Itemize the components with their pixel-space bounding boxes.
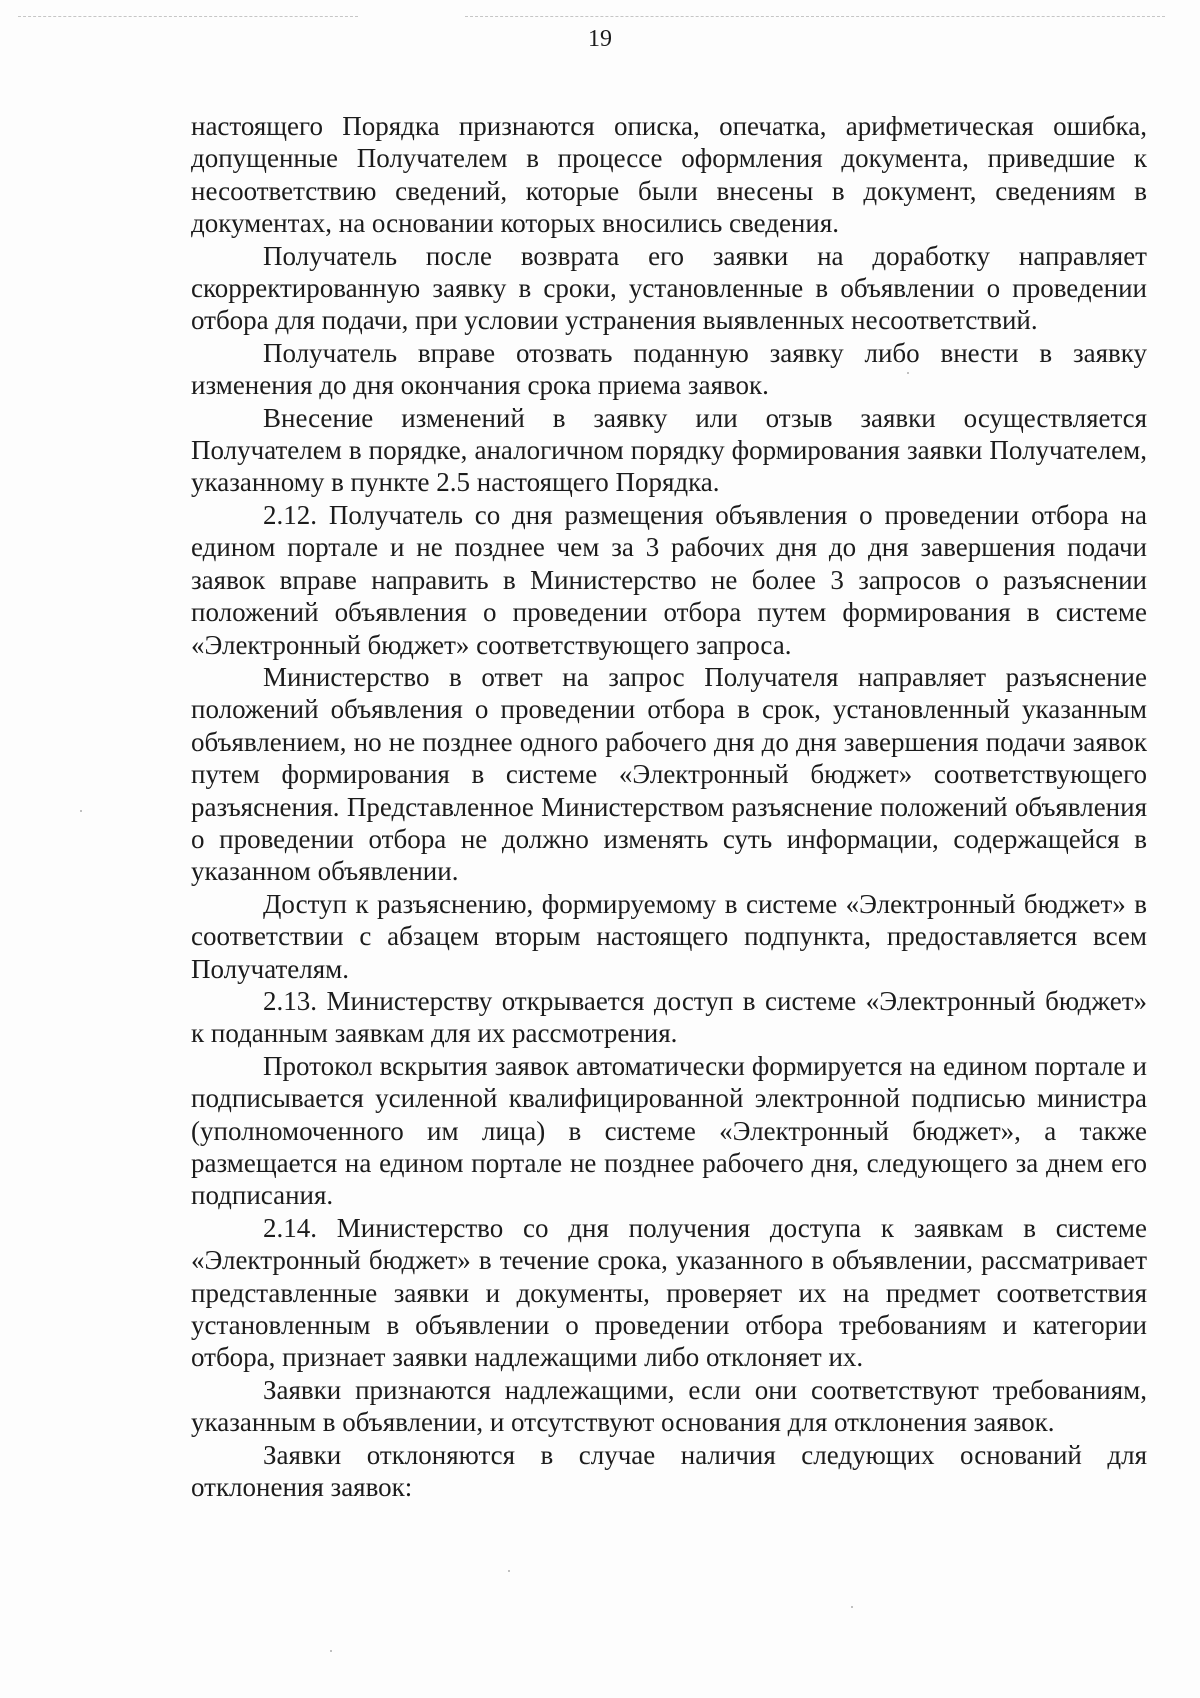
paragraph-section-2-13: 2.13. Министерству открывается доступ в системе «Электронный бюджет» к поданным заявкам для их рассмотрения. (191, 985, 1147, 1049)
document-body (191, 110, 1147, 1503)
scan-edge-mark (465, 16, 1165, 17)
paragraph: Заявки признаются надлежащими, если они соответствуют требованиям, указанным в объявлении, и отсутствуют основания для отклонения заявок. (191, 1374, 1147, 1438)
paragraph: Получатель после возврата его заявки на доработку направляет скорректированную заявку в сроки, установленные в объявлении о проведении отбора для подачи, при условии устранения выявленных несоответствий. (191, 240, 1147, 336)
paragraph: Внесение изменений в заявку или отзыв заявки осуществляется Получателем в порядке, аналогичном порядку формирования заявки Получателем, указанному в пункте 2.5 настоящего Порядка. (191, 402, 1147, 498)
scan-speck (508, 1570, 510, 1572)
paragraph: Протокол вскрытия заявок автоматически формируется на едином портале и подписывается усиленной квалифицированной электронной подписью министра (уполномоченного им лица) в системе «Электронный бюджет», а также размещается на едином портале не позднее рабочего дня, следующего за днем его подписания. (191, 1050, 1147, 1211)
scan-edge-mark (18, 16, 358, 17)
paragraph: настоящего Порядка признаются описка, опечатка, арифметическая ошибка, допущенные Получателем в процессе оформления документа, приведшие к несоответствию сведений, которые были внесены в документ, сведениям в документах, на основании которых вносились сведения. (191, 111, 1147, 239)
scan-speck (851, 1606, 853, 1608)
scan-speck (330, 1650, 332, 1652)
paragraph: Получатель вправе отозвать поданную заявку либо внести в заявку изменения до дня окончания срока приема заявок. (191, 337, 1147, 401)
paragraph-section-2-14: 2.14. Министерство со дня получения доступа к заявкам в системе «Электронный бюджет» в течение срока, указанного в объявлении, рассматривает представленные заявки и документы, проверяет их на предмет соответствия установленным в объявлении о проведении отбора требованиям и категории отбора, признает заявки надлежащими либо отклоняет их. (191, 1212, 1147, 1373)
paragraph: Доступ к разъяснению, формируемому в системе «Электронный бюджет» в соответствии с абзацем вторым настоящего подпункта, предоставляется всем Получателям. (191, 888, 1147, 984)
paragraph: Министерство в ответ на запрос Получателя направляет разъяснение положений объявления о проведении отбора в срок, установленный указанным объявлением, но не позднее одного рабочего дня до дня завершения подачи заявок путем формирования в системе «Электронный бюджет» соответствующего разъяснения. Представленное Министерством разъяснение положений объявления о проведении отбора не должно изменять суть информации, содержащейся в указанном объявлении. (191, 661, 1147, 887)
paragraph-section-2-12: 2.12. Получатель со дня размещения объявления о проведении отбора на едином портале и не позднее чем за 3 рабочих дня до дня завершения подачи заявок вправе направить в Министерство не более 3 запросов о разъяснении положений объявления о проведении отбора путем формирования в системе «Электронный бюджет» соответствующего запроса. (191, 499, 1147, 660)
paragraph: Заявки отклоняются в случае наличия следующих оснований для отклонения заявок: (191, 1439, 1147, 1503)
page-number: 19 (588, 26, 612, 52)
scan-speck (80, 810, 82, 812)
